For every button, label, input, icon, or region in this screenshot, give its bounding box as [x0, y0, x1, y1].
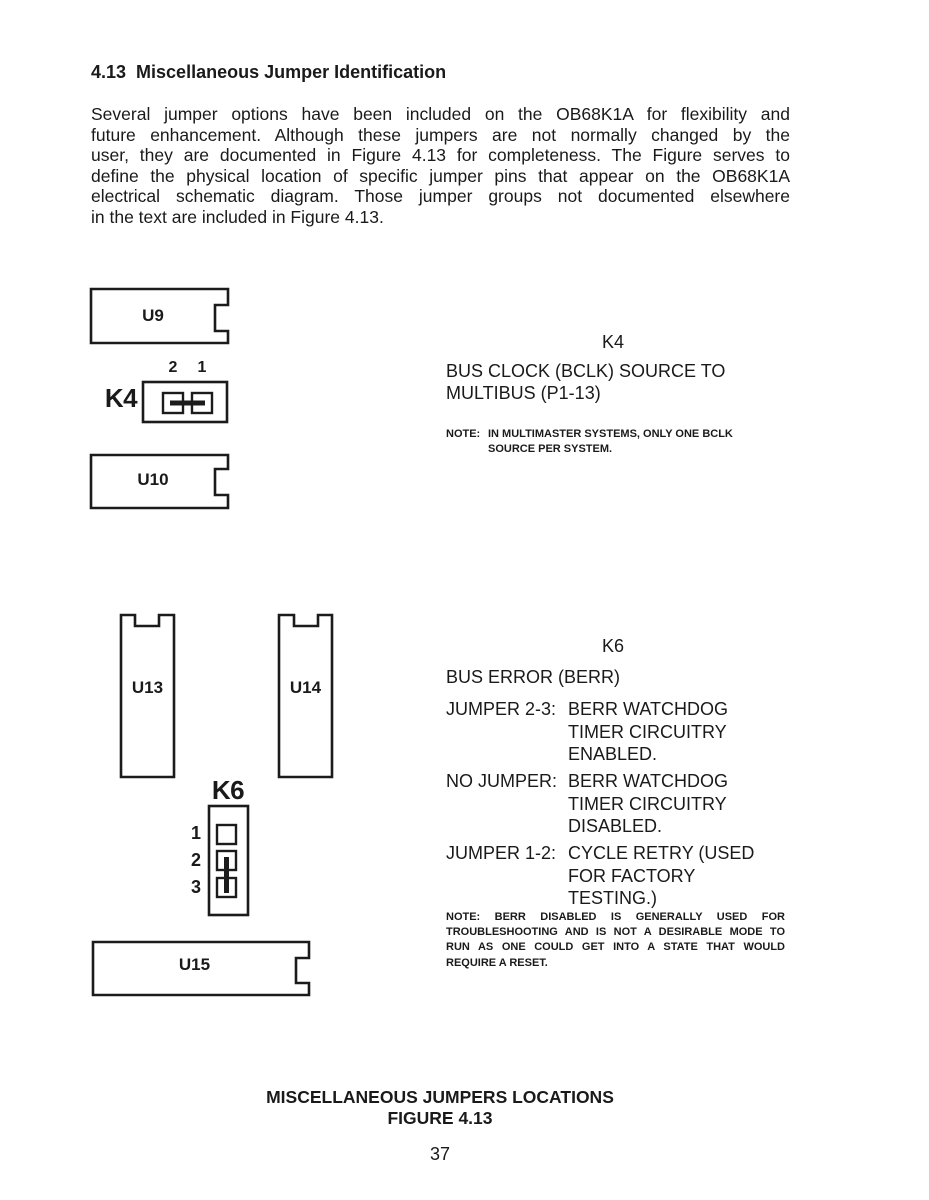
k4-section-title: K4 — [601, 332, 625, 352]
paragraph-line: define the physical location of specific jumper pins that appear on the OB68K1A — [91, 165, 790, 186]
jumper-option-desc-line: FOR FACTORY — [568, 865, 696, 886]
k4-note-line: SOURCE PER SYSTEM. — [488, 443, 613, 456]
figure-caption-title: MISCELLANEOUS JUMPERS LOCATIONS — [266, 1087, 614, 1107]
jumper-option-desc — [568, 698, 780, 766]
k6-pin3-number: 3 — [190, 877, 201, 897]
jumper-option-desc-line: TIMER CIRCUITRY — [568, 793, 727, 814]
jumper-option-desc-line: TIMER CIRCUITRY — [568, 721, 727, 742]
paragraph-line: electrical schematic diagram. Those jumper groups not documented elsewhere — [91, 186, 790, 207]
jumper-option-desc-line: DISABLED. — [568, 816, 663, 836]
k4-note-label: NOTE: — [446, 428, 481, 440]
k6-note-line: NOTE: BERR DISABLED IS GENERALLY USED FOR — [446, 911, 785, 923]
jumper-option-label: JUMPER 2-3: — [446, 699, 557, 719]
k4-description-line: BUS CLOCK (BCLK) SOURCE TO — [446, 361, 726, 381]
page-number: 37 — [429, 1144, 451, 1164]
paragraph-line: Several jumper options have been included on the OB68K1A for flexibility and — [91, 104, 790, 124]
figure-caption-number: FIGURE 4.13 — [387, 1107, 493, 1128]
jumper-option-row — [446, 842, 780, 910]
figure-caption — [92, 1087, 788, 1128]
k6-note-line: RUN AS ONE COULD GET INTO A STATE THAT WOULD — [446, 941, 785, 954]
jumper-option-desc-line: BERR WATCHDOG — [568, 699, 728, 719]
jumper-option-desc-line: ENABLED. — [568, 744, 658, 764]
k6-jumper-label: K6 — [211, 775, 245, 805]
k6-subtitle: BUS ERROR (BERR) — [446, 667, 621, 687]
k4-pin2-number: 2 — [168, 359, 178, 376]
jumper-option-row — [446, 698, 780, 766]
k4-description — [446, 361, 780, 404]
k6-section-title: K6 — [601, 636, 625, 656]
section-heading: 4.13 Miscellaneous Jumper Identification — [91, 62, 447, 82]
k6-note-line: TROUBLESHOOTING AND IS NOT A DESIRABLE MODE TO — [446, 926, 785, 939]
jumper-option-desc-line: TESTING.) — [568, 888, 657, 908]
k4-jumper-label: K4 — [104, 383, 138, 413]
k6-pin1-square — [217, 825, 236, 844]
paragraph-line: in the text are included in Figure 4.13. — [91, 206, 384, 227]
jumper-option-desc — [568, 842, 780, 910]
jumper-option-desc-line: BERR WATCHDOG — [568, 771, 728, 791]
k4-description-line: MULTIBUS (P1-13) — [446, 382, 601, 403]
k4-note — [446, 427, 780, 457]
k4-note-line: IN MULTIMASTER SYSTEMS, ONLY ONE BCLK — [488, 428, 733, 440]
u14-chip-label: U14 — [289, 678, 322, 697]
u13-chip-label: U13 — [131, 678, 164, 697]
k6-note — [446, 910, 785, 971]
k4-pin1-number: 1 — [197, 359, 207, 376]
jumper-option-label: JUMPER 1-2: — [446, 843, 557, 863]
k4-note-text — [488, 427, 733, 457]
k6-pin1-number: 1 — [190, 823, 201, 843]
k6-jumper-options — [446, 698, 780, 914]
u9-chip-label: U9 — [142, 306, 164, 325]
paragraph-line: future enhancement. Although these jumpers are not normally changed by the — [91, 124, 790, 145]
jumper-option-row — [446, 770, 780, 838]
u15-chip-label: U15 — [178, 955, 211, 974]
jumper-option-label: NO JUMPER: — [446, 771, 558, 791]
k6-pin2-number: 2 — [190, 850, 201, 870]
jumper-option-desc — [568, 770, 780, 838]
jumper-option-desc-line: CYCLE RETRY (USED — [568, 843, 755, 863]
u10-chip-label: U10 — [137, 470, 169, 489]
paragraph-line: user, they are documented in Figure 4.13 for completeness. The Figure serves to — [91, 145, 790, 166]
k6-note-line: REQUIRE A RESET. — [446, 956, 548, 969]
